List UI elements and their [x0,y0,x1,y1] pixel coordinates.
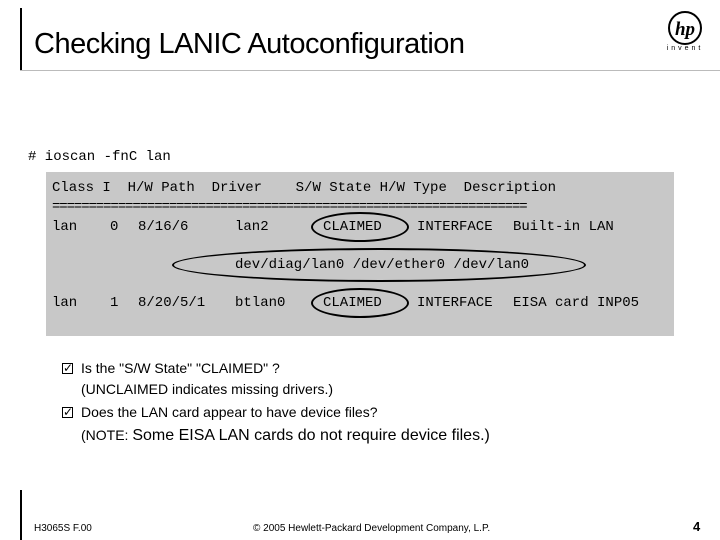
claimed-highlight-oval [311,212,409,242]
page-title: Checking LANIC Autoconfiguration [34,28,465,60]
row2-hw-path: 8/20/5/1 [138,295,206,311]
checkmark-icon: ✓ [63,405,74,419]
hp-logo-mark: hp [674,19,696,40]
row2-driver: btlan0 [235,295,286,311]
bullet-2-note-prefix: (NOTE: [81,427,133,443]
title-accent-rule [20,8,22,70]
hp-logo-tagline: invent [666,45,704,52]
checkmark-icon: ✓ [63,361,74,375]
row2-description: EISA card INP05 [513,295,640,311]
row1-hw-type: INTERFACE [417,219,493,235]
bullet-2-note: Some EISA LAN cards do not require device files.) [132,427,490,444]
row1-class: lan [52,219,78,235]
bullet-1-text: Is the "S/W State" "CLAIMED" ? [81,360,280,376]
row1-state: CLAIMED [323,219,382,235]
device-files-highlight-oval [172,248,586,282]
row2-hw-type: INTERFACE [417,295,493,311]
claimed-highlight-oval-2 [311,288,409,318]
bullet-2-text: Does the LAN card appear to have device files? [81,404,378,420]
row2-class: lan [52,295,78,311]
footer-course-code: H3065S F.00 [34,523,92,534]
bullet-2-subtext [81,427,490,445]
row1-device-files: dev/diag/lan0 /dev/ether0 /dev/lan0 [235,257,530,273]
bullet-1-subtext: (UNCLAIMED indicates missing drivers.) [81,381,334,397]
row1-description: Built-in LAN [513,219,614,235]
footer-accent-rule [20,490,22,540]
page-number: 4 [693,519,701,534]
command-line: # ioscan -fnC lan [28,149,171,165]
row2-instance: 1 [110,295,119,311]
row2-state: CLAIMED [323,295,382,311]
output-separator: ================================================================= [52,199,527,215]
row1-instance: 0 [110,219,119,235]
row1-hw-path: 8/16/6 [138,219,189,235]
output-header: Class I H/W Path Driver S/W State H/W Type Description [52,180,557,196]
header-divider [20,70,720,71]
footer-copyright: © 2005 Hewlett-Packard Development Company, L.P. [253,523,491,534]
row1-driver: lan2 [235,219,269,235]
